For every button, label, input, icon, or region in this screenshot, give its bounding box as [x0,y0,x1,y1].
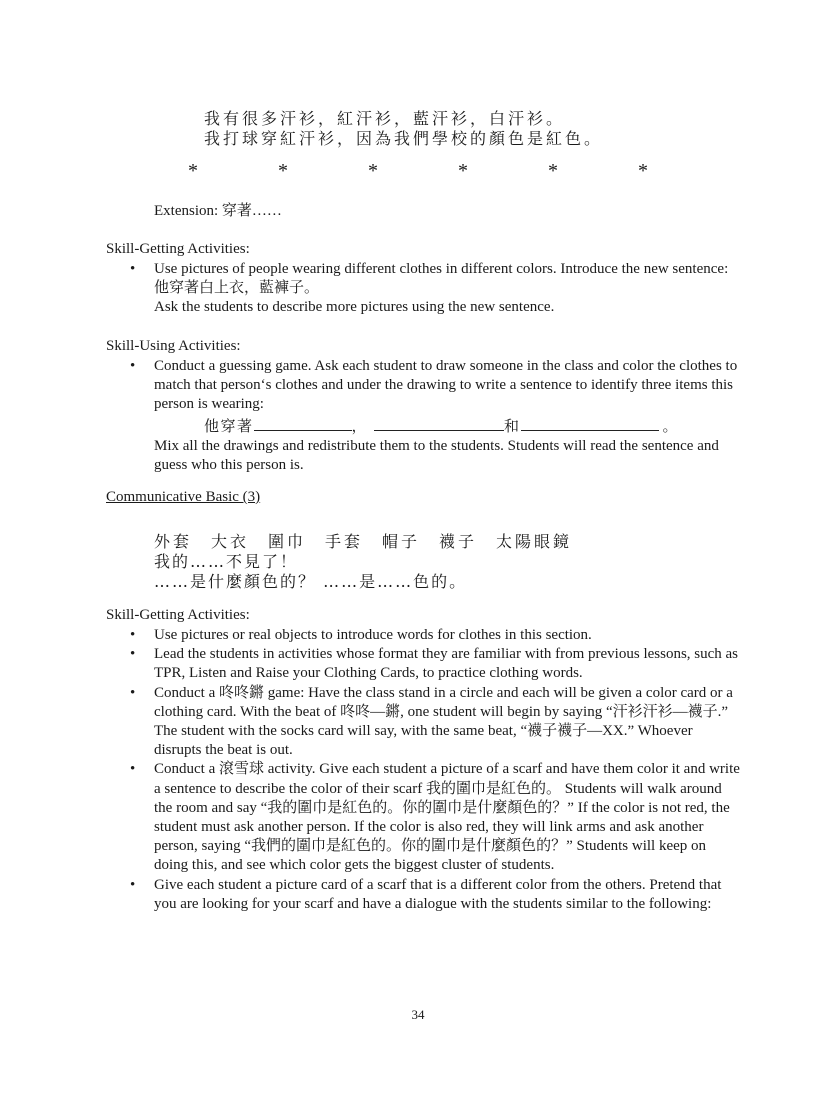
separator-star: * [458,160,468,182]
list-item: • Conduct a 咚咚鏘 game: Have the class stand in a circle and each will be given a color card or a clothing card. With the beat of 咚咚—鏘, one student will begin by saying “汗衫汗衫—襪子.” The student with the socks card will say, with the same beat, “襪子襪子—XX.” Whoever disrupts the beat is out. [130,684,740,761]
pattern-comma: ， [351,416,369,435]
pattern-end: 。 [662,416,680,435]
vocab-line: 外套 大衣 圍巾 手套 帽子 襪子 太陽眼鏡 [154,532,573,551]
extension-line: Extension: 穿著…… [154,203,282,219]
skill-getting-list-2 [130,626,740,914]
list-item-text: Use pictures of people wearing different clothes in different colors. Introduce the new sentence: 他穿著白上衣，藍褲子。 [154,261,729,297]
intro-line-2: 我打球穿紅汗衫，因為我們學校的顏色是紅色。 [204,131,604,148]
list-item: • Lead the students in activities whose format they are familiar with from previous lessons, such as TPR, Listen and Raise your Clothing Cards, to practice clothing words. [130,645,740,683]
skill-using-heading: Skill-Using Activities: [106,338,241,354]
skill-getting-heading-2: Skill-Getting Activities: [106,607,250,623]
list-item: • Conduct a 滾雪球 activity. Give each student a picture of a scarf and have them color it and write a sentence to describe the color of their scarf 我的圍巾是紅色的。 Students will walk around the room and say “我的圍巾是紅色的。你的圍巾是什麼顏色的？” If the color is not red, the student must ask another person. If the color is also red, they will link arms and ask another person, saying “我們的圍巾是紅色的。你的圍巾是什麼顏色的？” Students will keep on doing this, and see which color gets the biggest cluster of students. [130,760,740,875]
list-item: • Give each student a picture card of a scarf that is a different color from the others. Pretend that you are looking for your scarf and have a dialogue with the students similar to the following: [130,876,740,914]
skill-getting-list-1 [130,260,740,318]
list-item-text: Conduct a guessing game. Ask each student to draw someone in the class and color the clothes to match that person‘s clothes and under the drawing to write a sentence to identify three items this person is wearing: [154,358,738,413]
pattern-line-2: 我的……不見了！ [154,552,299,571]
sentence-pattern [154,416,740,437]
separator-star: * [368,160,378,182]
skill-getting-heading-1: Skill-Getting Activities: [106,241,250,257]
separator-star: * [188,160,198,182]
list-item-text: Ask the students to describe more pictures using the new sentence. [154,299,555,316]
skill-using-list [130,357,740,475]
intro-line-1: 我有很多汗衫，紅汗衫，藍汗衫，白汗衫。 [204,111,566,128]
star-separator [0,160,836,182]
blank-line [521,416,659,431]
pattern-and: 和 [504,416,521,435]
list-item-text: Mix all the drawings and redistribute them to the students. Students will read the sentence and guess who this person is. [154,437,719,474]
list-item [130,260,740,318]
blank-line [254,416,352,431]
page-number: 34 [411,1007,425,1022]
pattern-line-3: ……是什麼顏色的？ ……是……色的。 [154,572,468,591]
separator-star: * [278,160,288,182]
separator-star: * [638,160,648,182]
blank-line [374,416,504,431]
list-item: • Use pictures or real objects to introduce words for clothes in this section. [130,626,740,645]
separator-star: * [548,160,558,182]
list-item [130,357,740,475]
pattern-start: 他穿著 [204,416,254,435]
communicative-basic-heading: Communicative Basic (3) [106,489,261,505]
